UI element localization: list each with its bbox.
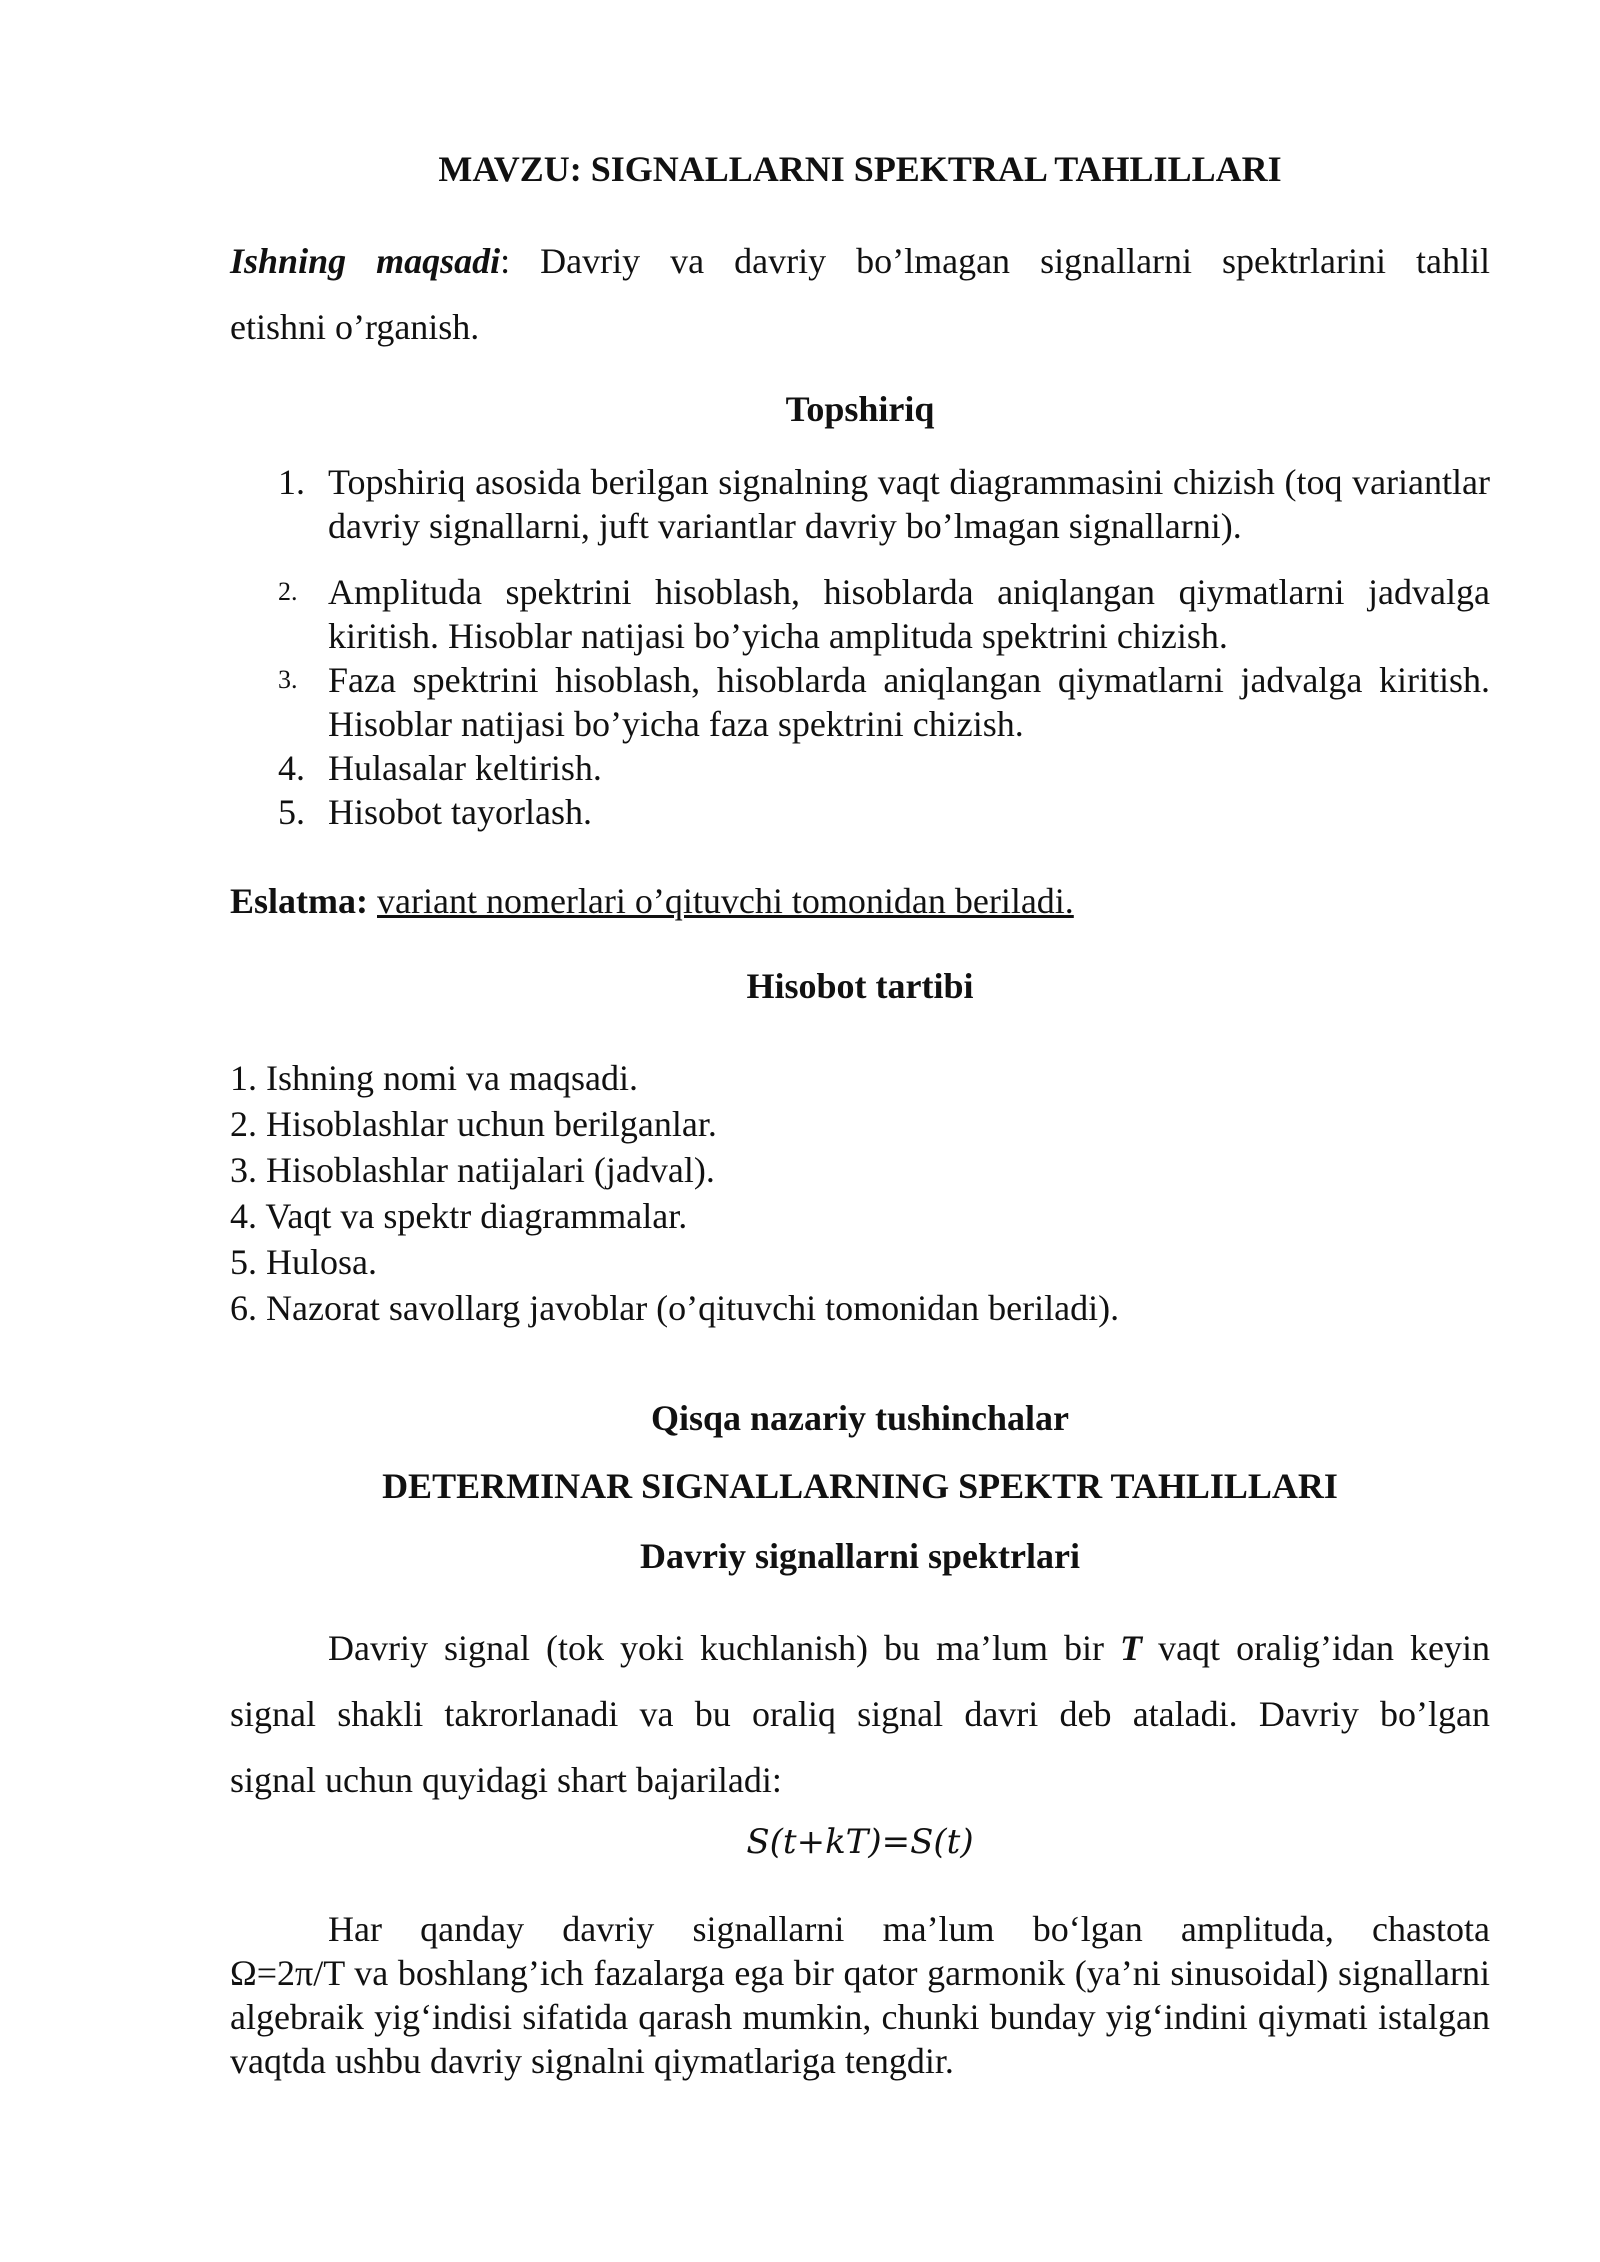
task-list bbox=[230, 460, 1490, 834]
paragraph-1 bbox=[230, 1615, 1490, 1813]
paragraph-1-line-1 bbox=[230, 1615, 1490, 1681]
task-heading: Topshiriq bbox=[785, 389, 935, 429]
task-num-1: 1. bbox=[278, 462, 305, 502]
paragraph-1-line-2: signal shakli takrorlanadi va bu oraliq signal davri deb ataladi. Davriy bo’lgan bbox=[230, 1694, 1490, 1734]
report-item-5: 5. Hulosa. bbox=[230, 1242, 377, 1282]
task-item-3 bbox=[230, 658, 1490, 746]
task-text-4: Hulasalar keltirish. bbox=[328, 748, 602, 788]
aim-paragraph bbox=[230, 228, 1490, 360]
task-text-1: Topshiriq asosida berilgan signalning vaqt diagrammasini chizish (toq variantlar davriy signallarni, juft variantlar davriy bo’lmagan signallarni). bbox=[328, 462, 1490, 546]
document-title: MAVZU: SIGNALLARNI SPEKTRAL TAHLILLARI bbox=[438, 149, 1282, 189]
task-text-2: Amplituda spektrini hisoblash, hisoblarda aniqlangan qiymatlarni jadvalga kiritish. Hisoblar natijasi bo’yicha amplituda spektrini chizish. bbox=[328, 572, 1490, 656]
task-text-5: Hisobot tayorlash. bbox=[328, 792, 592, 832]
report-item-4: 4. Vaqt va spektr diagrammalar. bbox=[230, 1196, 688, 1236]
note-text: variant nomerlari o’qituvchi tomonidan beriladi. bbox=[377, 881, 1074, 921]
report-list bbox=[230, 1055, 1490, 1331]
report-item-2: 2. Hisoblashlar uchun berilganlar. bbox=[230, 1104, 717, 1144]
paragraph-1-part-2: vaqt oralig’idan keyin bbox=[1142, 1628, 1491, 1668]
paragraph-2-line-1: Har qanday davriy signallarni ma’lum bo‘lgan amplituda, chastota bbox=[328, 1909, 1490, 1949]
report-item-6: 6. Nazorat savollarg javoblar (o’qituvchi tomonidan beriladi). bbox=[230, 1288, 1120, 1328]
aim-line-1 bbox=[230, 228, 1490, 294]
note-paragraph bbox=[230, 880, 1490, 922]
aim-text: Davriy va davriy bo’lmagan signallarni spektrlarini tahlil bbox=[510, 241, 1490, 281]
subsection-heading: Davriy signallarni spektrlari bbox=[640, 1536, 1080, 1576]
paragraph-2 bbox=[230, 1907, 1490, 2083]
task-num-2: 2. bbox=[278, 577, 298, 606]
section-heading: DETERMINAR SIGNALLARNING SPEKTR TAHLILLARI bbox=[382, 1466, 1338, 1506]
paragraph-2-rest: Ω=2π/T va boshlang’ich fazalarga ega bir qator garmonik (ya’ni sinusoidal) signallarni algebraik yig‘indisi sifatida qarash mumkin, chunki bunday yig‘indini qiymati istalgan vaqtda ushbu davriy signalni qiymatlariga tengdir. bbox=[230, 1953, 1490, 2081]
report-item-3: 3. Hisoblashlar natijalari (jadval). bbox=[230, 1150, 715, 1190]
report-item-1: 1. Ishning nomi va maqsadi. bbox=[230, 1058, 638, 1098]
note-label: Eslatma: bbox=[230, 881, 368, 921]
paragraph-1-line-3: signal uchun quyidagi shart bajariladi: bbox=[230, 1760, 782, 1800]
task-item-1 bbox=[230, 460, 1490, 548]
task-item-2 bbox=[230, 570, 1490, 658]
task-text-3: Faza spektrini hisoblash, hisoblarda aniqlangan qiymatlarni jadvalga kiritish. Hisoblar natijasi bo’yicha faza spektrini chizish. bbox=[328, 660, 1490, 744]
theory-heading: Qisqa nazariy tushinchalar bbox=[650, 1398, 1070, 1438]
paragraph-1-part-1: Davriy signal (tok yoki kuchlanish) bu ma’lum bir bbox=[328, 1628, 1121, 1668]
task-num-5: 5. bbox=[278, 792, 305, 832]
task-num-3: 3. bbox=[278, 665, 298, 694]
aim-colon: : bbox=[500, 241, 511, 281]
period-symbol: T bbox=[1120, 1628, 1143, 1668]
task-item-5 bbox=[230, 790, 1490, 834]
report-heading: Hisobot tartibi bbox=[746, 966, 974, 1006]
task-num-4: 4. bbox=[278, 748, 305, 788]
periodicity-formula: S(t+kT)=S(t) bbox=[746, 1822, 974, 1862]
aim-label: Ishning maqsadi bbox=[230, 241, 501, 281]
task-item-4 bbox=[230, 746, 1490, 790]
aim-line-2: etishni o’rganish. bbox=[230, 307, 480, 347]
